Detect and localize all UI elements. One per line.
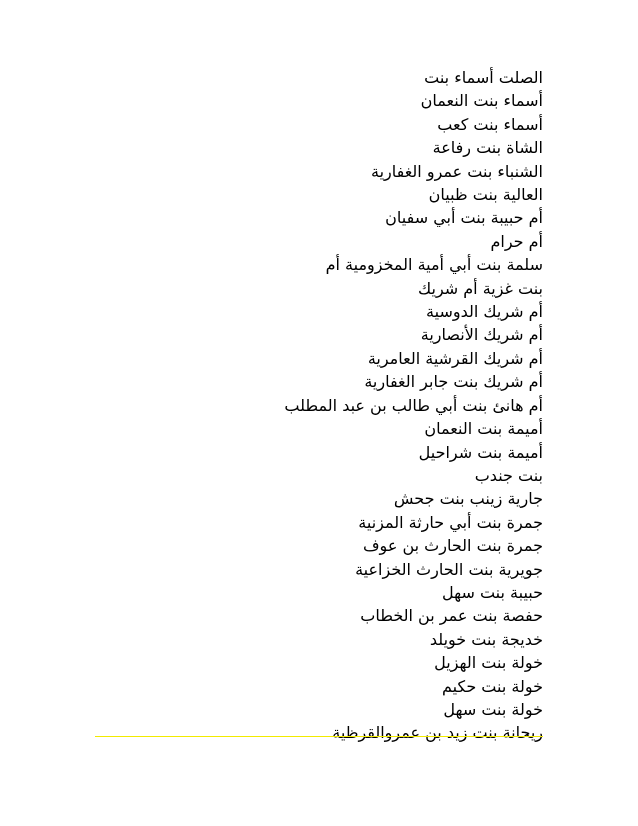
- names-list: [83, 66, 543, 745]
- list-item: أم شريك بنت جابر الغفارية: [364, 372, 543, 392]
- list-item: حفصة بنت عمر بن الخطاب: [360, 606, 543, 626]
- list-item: جويرية بنت الحارث الخزاعية: [355, 559, 543, 579]
- list-item: جمرة بنت أبي حارثة المزنية: [358, 512, 543, 532]
- list-item: حبيبة بنت سهل: [441, 582, 543, 602]
- list-item: خولة بنت الهزيل: [434, 653, 543, 673]
- list-item: الشاة بنت رفاعة: [432, 138, 543, 158]
- list-item: أسماء بنت كعب: [437, 114, 543, 134]
- list-item: سلمة بنت أبي أمية المخزومية أم: [325, 255, 543, 275]
- list-item: أميمة بنت شراحيل: [418, 442, 543, 462]
- yellow-underline-rule: [95, 736, 543, 737]
- list-item: أسماء بنت النعمان: [420, 91, 543, 111]
- list-item: أم شريك الدوسية: [426, 302, 543, 322]
- list-item: أم حبيبة بنت أبي سفيان: [385, 208, 543, 228]
- list-item: خولة بنت سهل: [443, 699, 543, 719]
- list-item: أم حرام: [490, 231, 543, 251]
- list-item: بنت جندب: [474, 465, 543, 485]
- list-item: خديجة بنت خويلد: [429, 629, 543, 649]
- list-item: أم هانئ بنت أبي طالب بن عبد المطلب: [284, 395, 543, 415]
- list-item: الصلت أسماء بنت: [424, 68, 543, 87]
- list-item: ريحانة بنت زيد بن عمروالقرظية: [332, 723, 543, 743]
- list-item: جارية زينب بنت جحش: [393, 489, 543, 509]
- list-item: بنت غزية أم شريك: [418, 278, 543, 298]
- list-item: جمرة بنت الحارث بن عوف: [362, 536, 543, 556]
- list-item: أم شريك القرشية العامرية: [367, 348, 543, 368]
- list-item: العالية بنت ظبيان: [428, 185, 543, 205]
- list-item: خولة بنت حكيم: [442, 676, 543, 696]
- list-item: أميمة بنت النعمان: [424, 419, 543, 439]
- list-item: أم شريك الأنصارية: [420, 325, 543, 345]
- list-item: الشنباء بنت عمرو الغفارية: [370, 161, 543, 181]
